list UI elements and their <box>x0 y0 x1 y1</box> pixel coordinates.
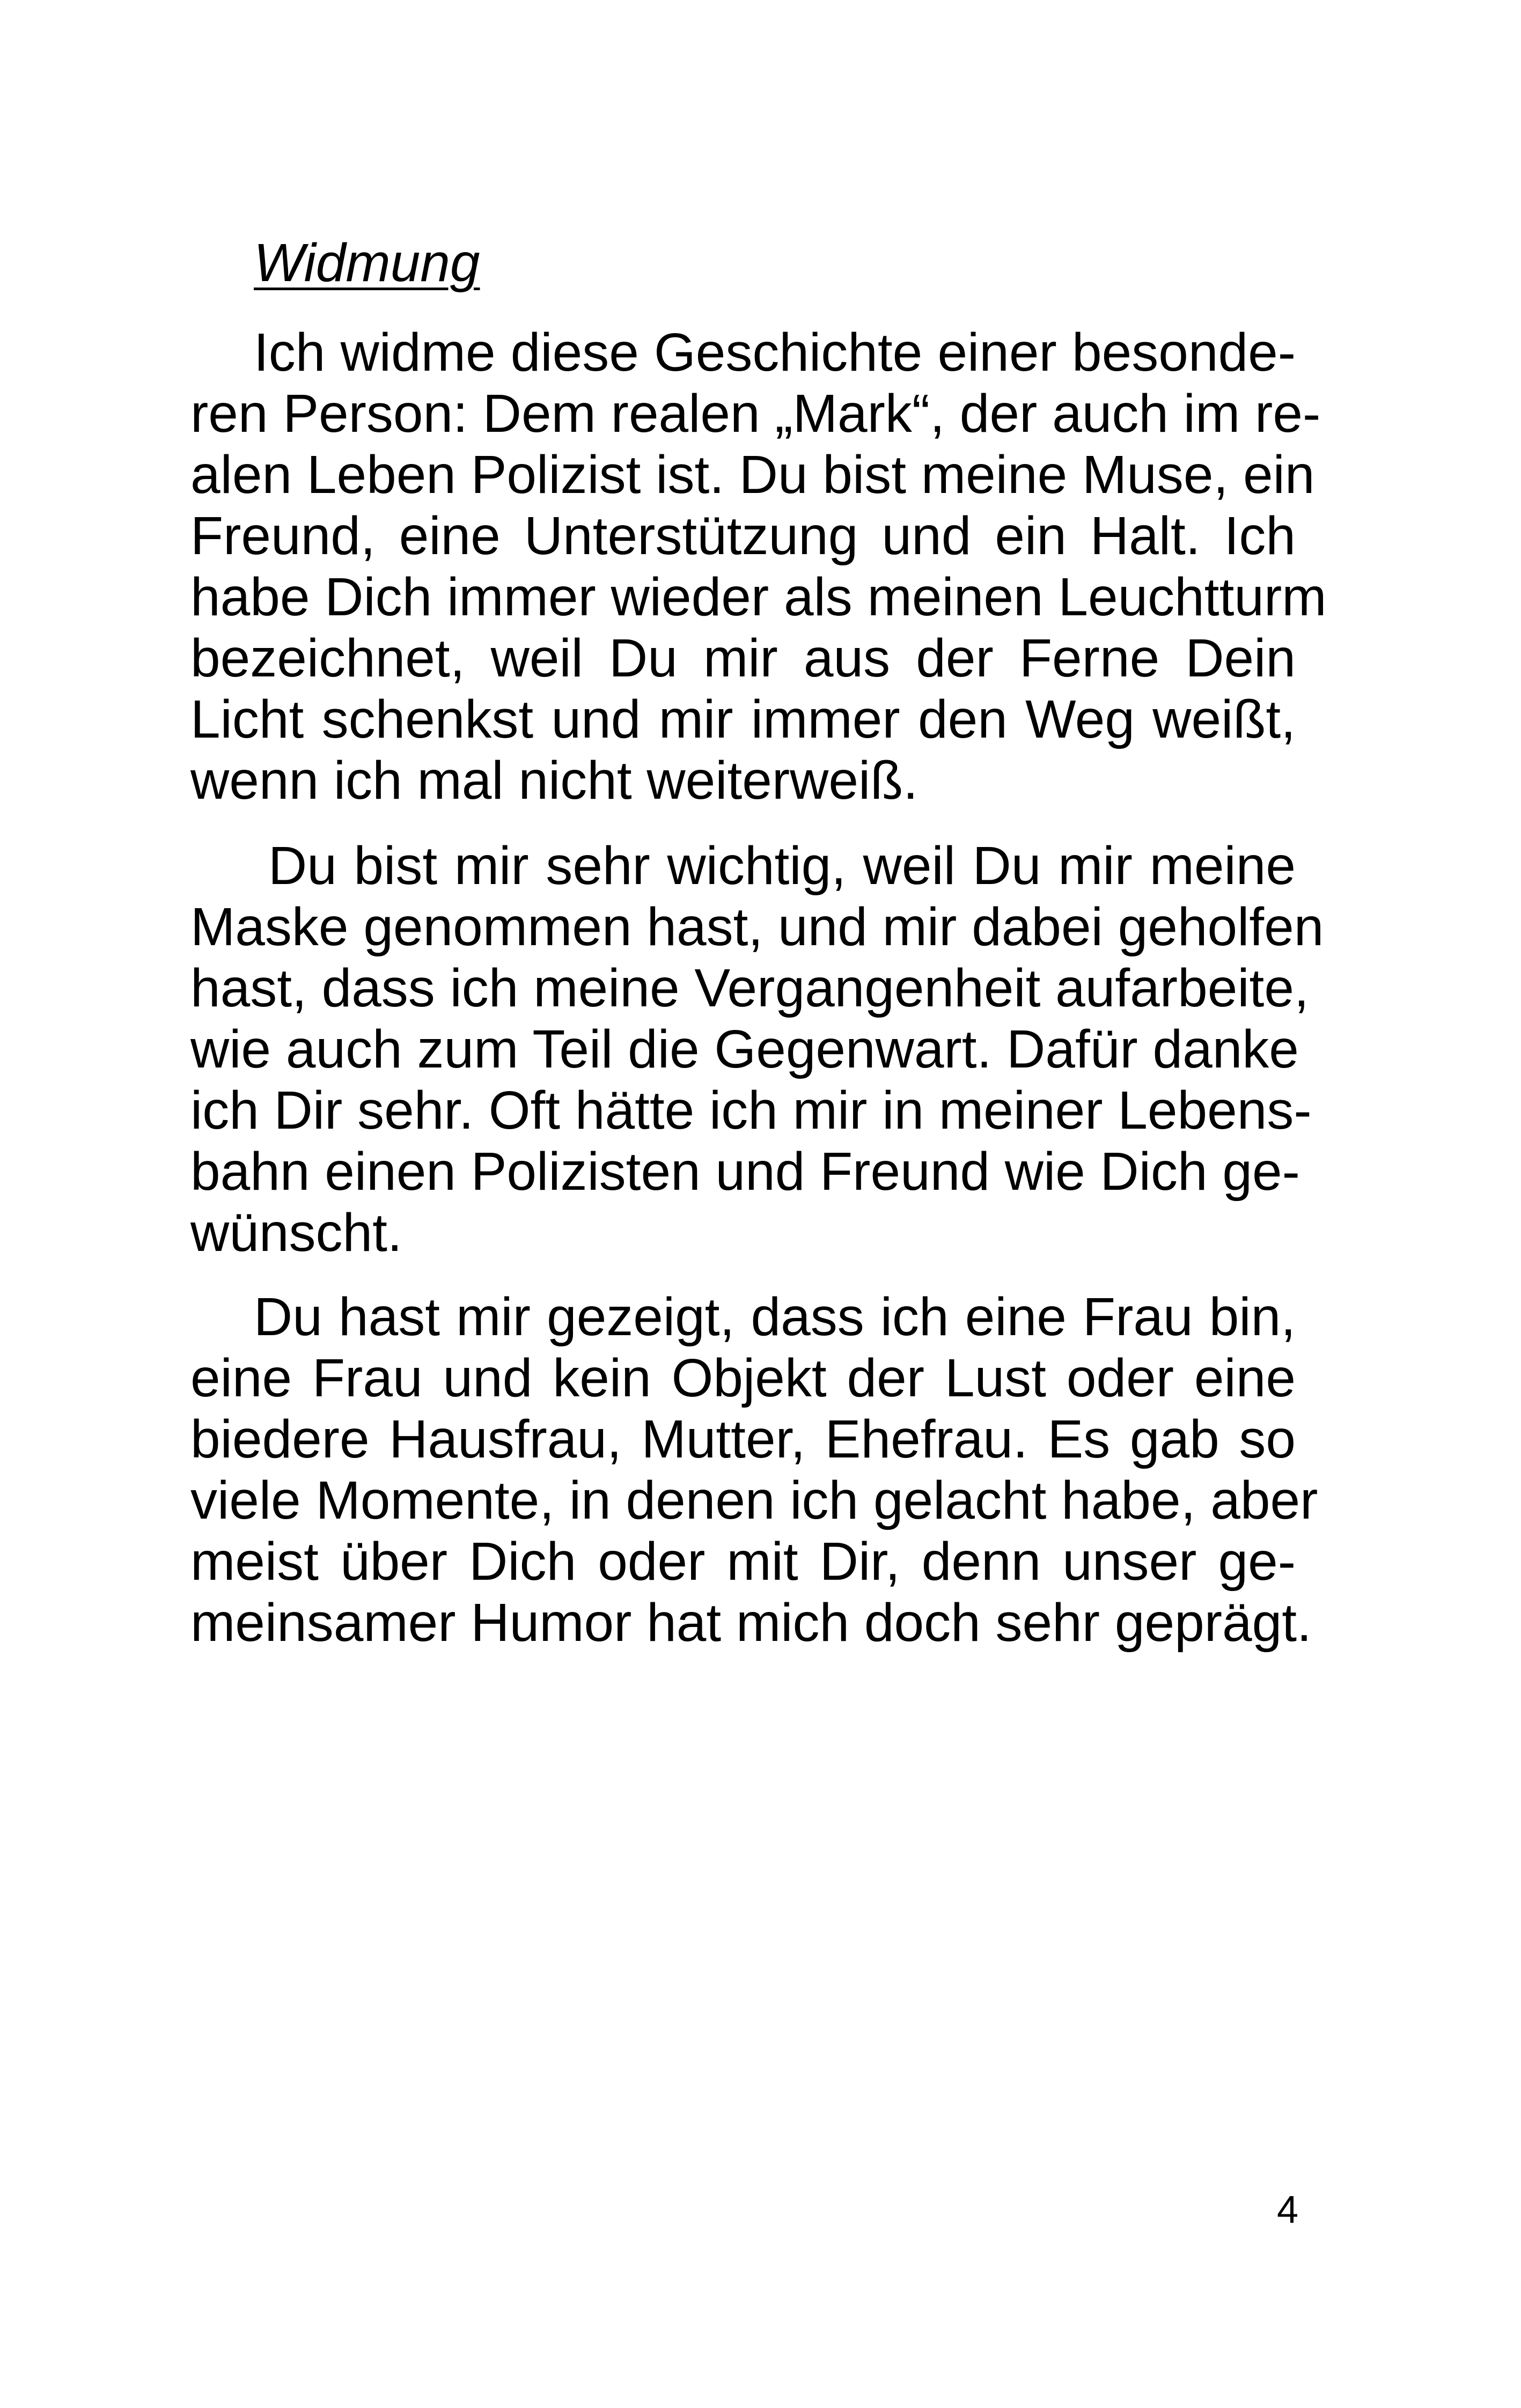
text-line: biedere Hausfrau, Mutter, Ehefrau. Es gab so <box>190 1409 1296 1469</box>
dedication-paragraph-1 <box>190 322 1327 811</box>
text-line: wie auch zum Teil die Gegenwart. Dafür danke <box>190 1019 1299 1079</box>
text-line: bahn einen Polizisten und Freund wie Dich ge- <box>190 1142 1300 1202</box>
text-line: Freund, eine Unterstützung und ein Halt. Ich <box>190 506 1296 566</box>
dedication-heading: Widmung <box>254 233 480 293</box>
text-line: ren Person: Dem realen „Mark“, der auch im re- <box>190 384 1321 444</box>
text-line: Ich widme diese Geschichte einer besonde- <box>254 322 1296 382</box>
text-line: Maske genommen hast, und mir dabei geholfen <box>190 897 1324 957</box>
page-number: 4 <box>1276 2189 1298 2232</box>
text-line: meist über Dich oder mit Dir, denn unser ge- <box>190 1531 1296 1592</box>
text-line: Du bist mir sehr wichtig, weil Du mir meine <box>268 836 1296 896</box>
dedication-paragraph-2 <box>190 835 1324 1263</box>
text-line: wünscht. <box>190 1203 402 1263</box>
text-line: viele Momente, in denen ich gelacht habe, aber <box>190 1470 1318 1530</box>
text-line: Licht schenkst und mir immer den Weg weißt, <box>190 689 1296 749</box>
text-line: hast, dass ich meine Vergangenheit aufarbeite, <box>190 958 1309 1018</box>
text-line: ich Dir sehr. Oft hätte ich mir in meiner Lebens- <box>190 1080 1312 1140</box>
text-line: meinsamer Humor hat mich doch sehr geprägt. <box>190 1593 1312 1653</box>
text-line: wenn ich mal nicht weiterweiß. <box>190 750 919 811</box>
text-line: habe Dich immer wieder als meinen Leuchtturm <box>190 567 1327 627</box>
text-line: alen Leben Polizist ist. Du bist meine Muse, ein <box>190 445 1315 505</box>
text-line: eine Frau und kein Objekt der Lust oder eine <box>190 1348 1296 1408</box>
dedication-paragraph-3 <box>190 1286 1318 1653</box>
text-line: bezeichnet, weil Du mir aus der Ferne Dein <box>190 628 1296 688</box>
text-line: Du hast mir gezeigt, dass ich eine Frau bin, <box>254 1287 1296 1347</box>
